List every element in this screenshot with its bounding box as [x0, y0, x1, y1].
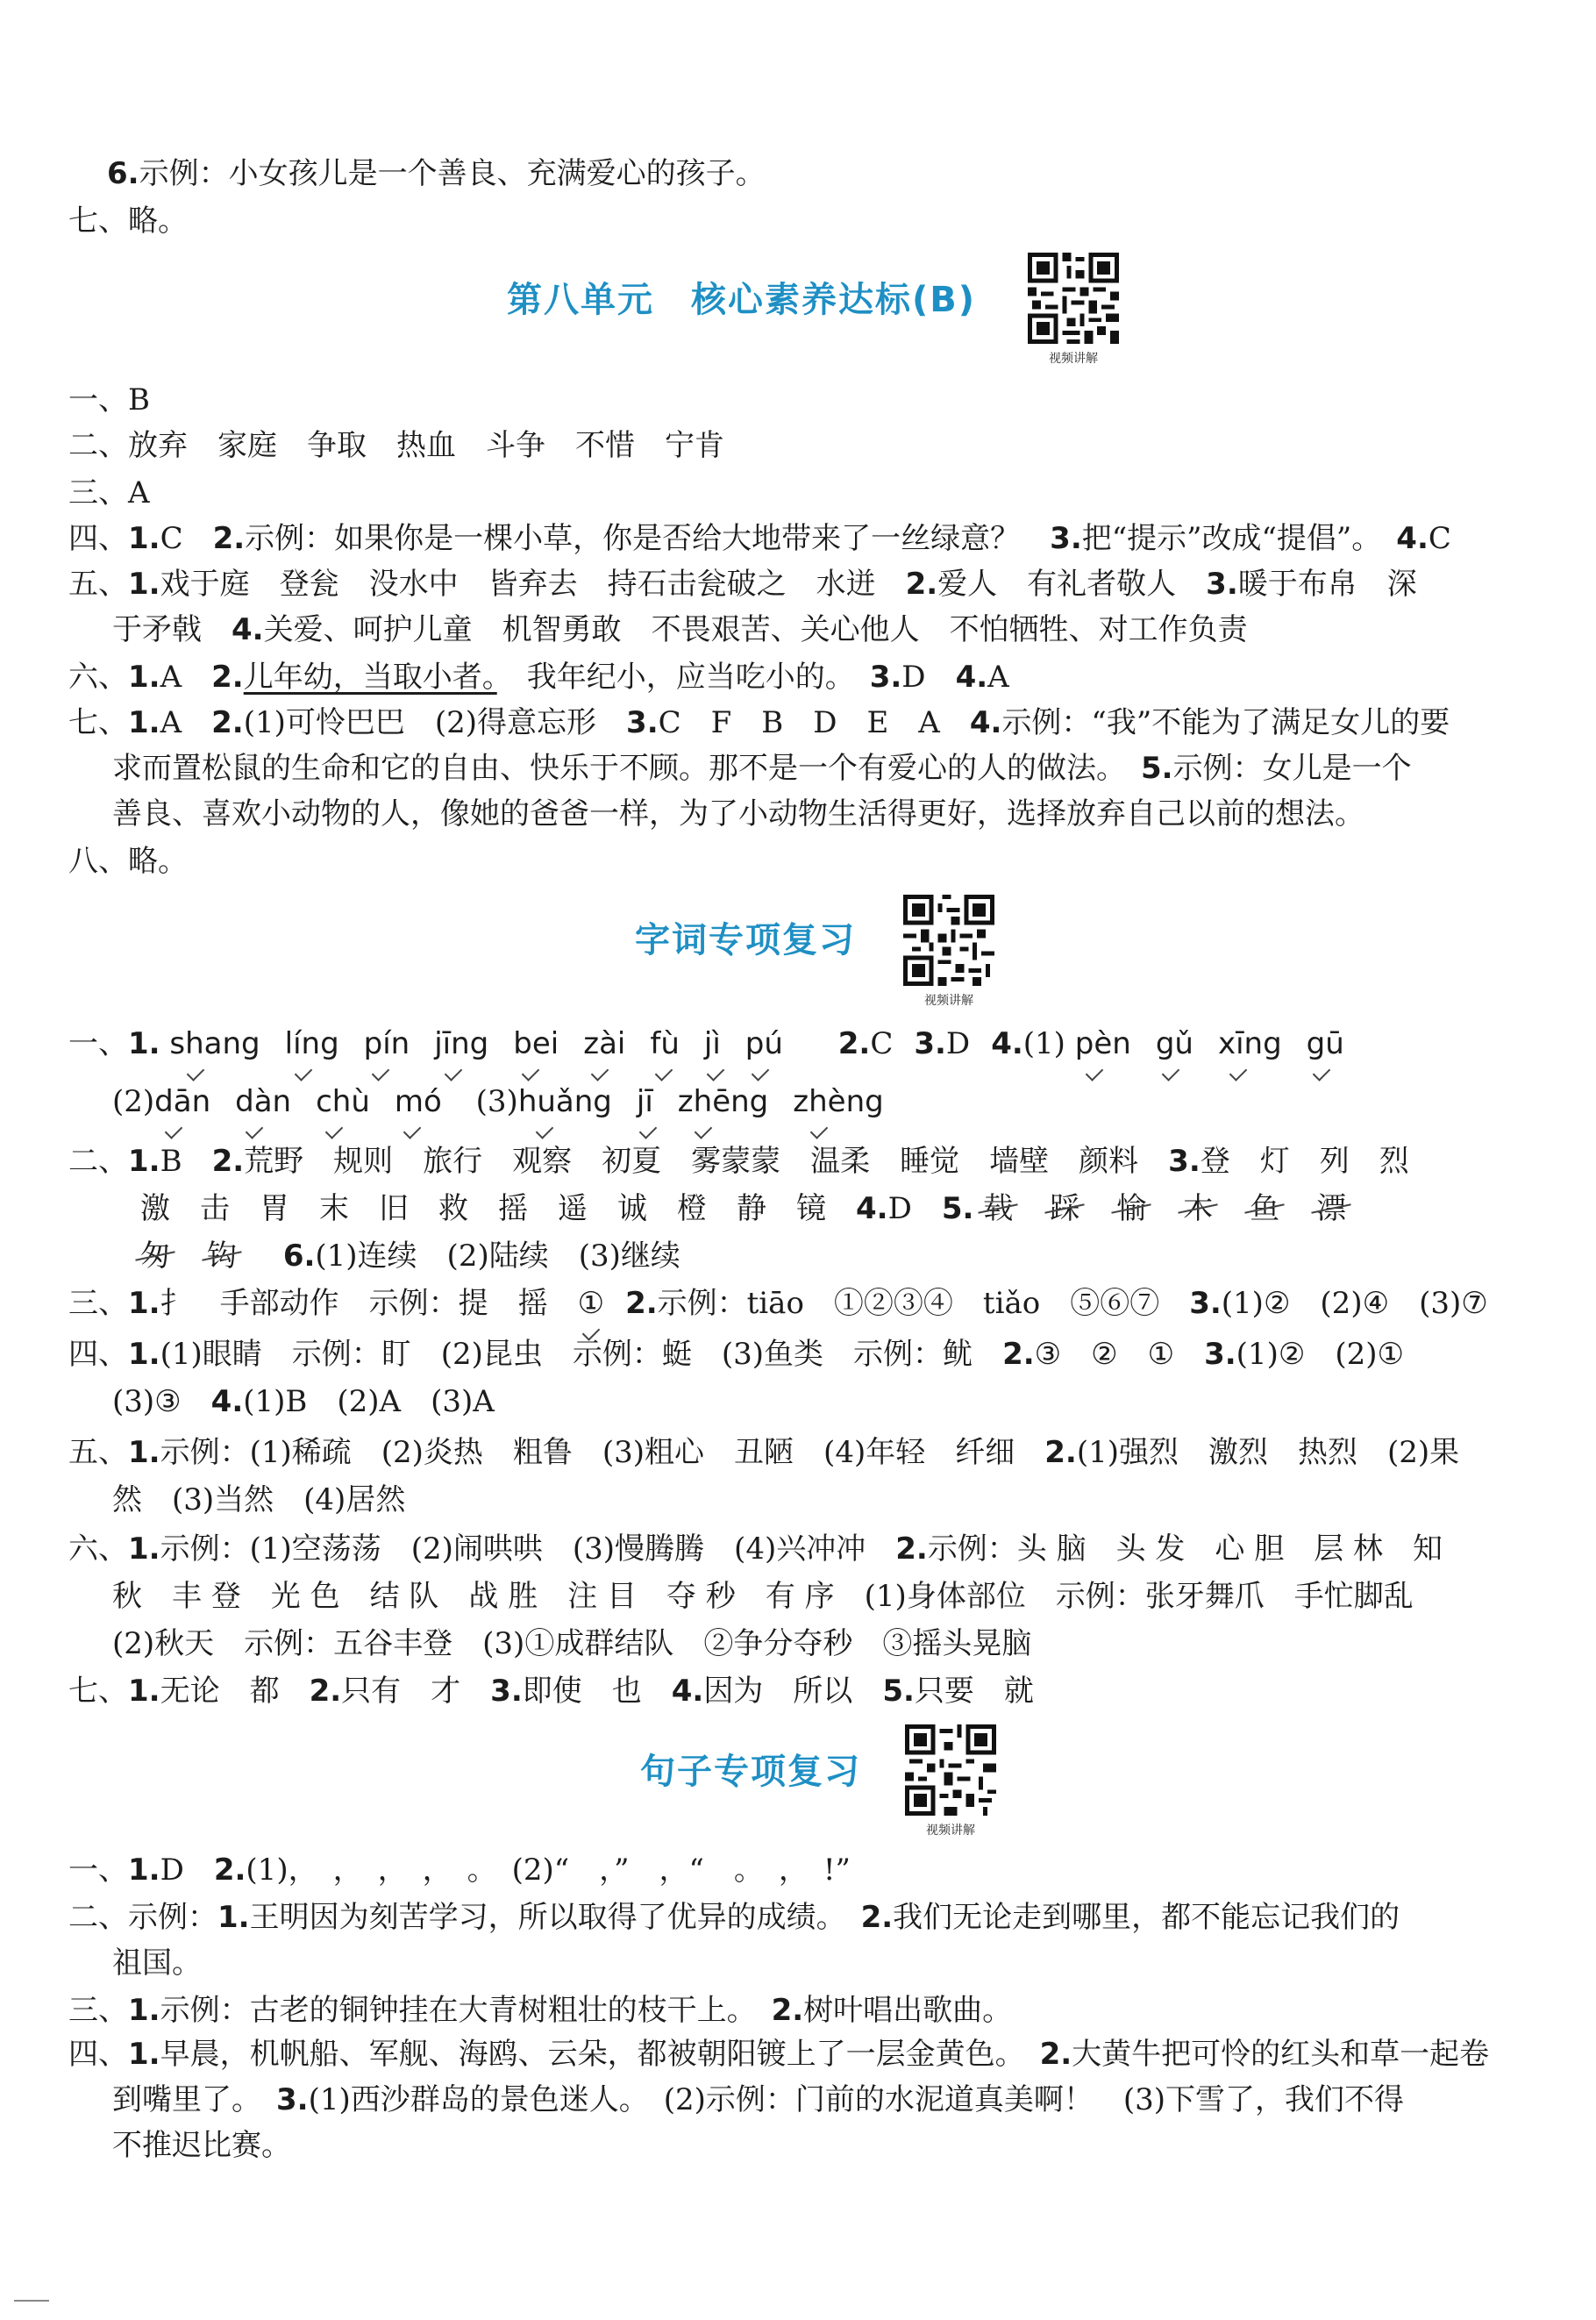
struck-character: 载	[983, 1188, 1013, 1230]
pinyin-syllable: mó	[395, 1081, 442, 1123]
answer-line: 四、1.(1)眼睛 示例：盯 (2)昆虫 示例：蜓 (3)鱼类 示例：鱿 2.③ ② ① 3.(1)② (2)①	[68, 1337, 1404, 1372]
margin-rule	[14, 2300, 49, 2302]
pinyin-syllable: dàn	[235, 1081, 291, 1123]
pinyin-syllable: jīng	[434, 1023, 488, 1065]
answer-line: 不推迟比赛。	[112, 2128, 291, 2163]
check-mark: ①	[578, 1282, 604, 1324]
pinyin-syllable: bei	[513, 1023, 559, 1065]
pinyin-syllable: huǎng	[518, 1081, 612, 1123]
answer-line: 善良、喜欢小动物的人，像她的爸爸一样，为了小动物生活得更好，选择放弃自己以前的想法。	[112, 796, 1364, 832]
answer-line: 五、1.示例：(1)稀疏 (2)炎热 粗鲁 (3)粗心 丑陋 (4)年轻 纤细 2.(1)强烈 激烈 热烈 (2)果	[68, 1435, 1460, 1470]
pinyin-syllable: pú	[745, 1023, 783, 1065]
qr-code-icon	[903, 895, 994, 986]
struck-character: 漂	[1316, 1188, 1346, 1230]
pinyin-syllable: chù	[316, 1081, 370, 1123]
strike-group	[983, 1191, 1383, 1226]
answer-line: 于矛戟 4.关爱、呵护儿童 机智勇敢 不畏艰苦、关心他人 不怕牺牲、对工作负责	[112, 612, 1248, 647]
answer-line: 匆 钩 6.(1)连续 (2)陆续 (3)继续	[140, 1235, 680, 1277]
answer-line: 一、1.D 2.(1)， ， ， ， 。 (2)“ ，” ，“ 。 ， !”	[68, 1852, 851, 1888]
answer-line: 五、1.戏于庭 登瓮 没水中 皆弃去 持石击瓮破之 水迸 2.爱人 有礼者敬人 3.暖于布帛 深	[68, 567, 1417, 602]
qr-code[interactable]	[905, 1724, 996, 1838]
struck-character: 钩	[207, 1235, 237, 1277]
qr-caption: 视频讲解	[926, 1824, 975, 1838]
pinyin-syllable: zài	[583, 1023, 625, 1065]
answer-line: 6.示例：小女孩儿是一个善良、充满爱心的孩子。	[107, 156, 766, 191]
qr-caption: 视频讲解	[1049, 352, 1098, 366]
qr-caption: 视频讲解	[924, 994, 973, 1008]
answer-line: 然 (3)当然 (4)居然	[112, 1482, 406, 1517]
qr-code-icon	[905, 1724, 996, 1816]
pinyin-syllable: pín	[364, 1023, 410, 1065]
answer-line: 祖国。	[112, 1945, 202, 1981]
answer-line: 七、1.无论 都 2.只有 才 3.即使 也 4.因为 所以 5.只要 就	[68, 1674, 1034, 1709]
pinyin-syllable: gū	[1307, 1023, 1344, 1065]
pinyin-syllable: dān	[154, 1081, 210, 1123]
answer-line: 二、1.B 2.荒野 规则 旅行 观察 初夏 雾蒙蒙 温柔 睡觉 墙壁 颜料 3.登 灯 列 烈	[68, 1144, 1409, 1179]
answer-line: 一、B	[68, 382, 150, 418]
answer-line: 四、1.C 2.示例：如果你是一棵小草，你是否给大地带来了一丝绿意？ 3.把“提示”改成“提倡”。 4.C	[68, 521, 1451, 556]
pinyin-syllable: gǔ	[1156, 1023, 1193, 1065]
qr-code[interactable]	[1028, 253, 1119, 367]
answer-line: 六、1.示例：(1)空荡荡 (2)闹哄哄 (3)慢腾腾 (4)兴冲冲 2.示例：头 脑 头 发 心 胆 层 林 知	[68, 1531, 1443, 1567]
answer-line: (3)③ 4.(1)B (2)A (3)A	[112, 1384, 495, 1419]
pinyin-syllable: jī	[637, 1081, 653, 1123]
pinyin-group	[1075, 1026, 1369, 1061]
pinyin-syllable: fù	[650, 1023, 680, 1065]
answer-line: 七、1.A 2.(1)可怜巴巴 (2)得意忘形 3.C F B D E A 4.示例：“我”不能为了满足女儿的要	[68, 705, 1450, 740]
pinyin-group	[518, 1084, 908, 1119]
struck-character: 鱼	[1250, 1188, 1279, 1230]
answer-line: (2)dān dàn chù mó (3)huǎng jī zhēng zhèng	[112, 1081, 908, 1123]
answer-line: 四、1.早晨，机帆船、军舰、海鸥、云朵，都被朝阳镀上了一层金黄色。 2.大黄牛把可怜的红头和草一起卷	[68, 2037, 1490, 2072]
answer-line: 六、1.A 2.儿年幼，当取小者。 我年纪小，应当吃小的。 3.D 4.A	[68, 660, 1009, 695]
answer-line: 求而置松鼠的生命和它的自由、快乐于不顾。那不是一个有爱心的人的做法。 5.示例：女儿是一个	[112, 751, 1412, 786]
pinyin-group	[154, 1084, 467, 1119]
pinyin-syllable: zhēng	[678, 1081, 768, 1123]
pinyin-syllable: xīng	[1218, 1023, 1282, 1065]
struck-character: 踩	[1050, 1188, 1079, 1230]
pinyin-syllable: líng	[285, 1023, 339, 1065]
answer-line: 八、略。	[68, 844, 188, 879]
answer-line: (2)秋天 示例：五谷丰登 (3)①成群结队 ②争分夺秒 ③摇头晃脑	[112, 1626, 1032, 1661]
pinyin-syllable: jì	[704, 1023, 721, 1065]
qr-code[interactable]	[903, 895, 994, 1009]
pinyin-syllable: pèn	[1075, 1023, 1131, 1065]
pinyin-syllable: zhèng	[793, 1081, 883, 1123]
struck-character: 木	[1183, 1188, 1213, 1230]
pinyin-group	[169, 1026, 808, 1061]
answer-line: 三、1.示例：古老的铜钟挂在大青树粗壮的枝干上。 2.树叶唱出歌曲。	[68, 1993, 1013, 2028]
section-heading: 字词专项复习	[635, 920, 856, 960]
answer-line: 一、1. shang líng pín jīng bei zài fù jì pú 2.C 3.D 4.(1) pèn gǔ xīng gū	[68, 1023, 1369, 1065]
pinyin-syllable: shang	[169, 1023, 260, 1065]
section-heading: 句子专项复习	[640, 1752, 861, 1792]
answer-line: 二、放弃 家庭 争取 热血 斗争 不惜 宁肯	[68, 428, 724, 463]
answer-line: 三、A	[68, 475, 150, 510]
answer-line: 激 击 胃 末 旧 救 摇 遥 诚 橙 静 镜 4.D 5. 载 踩 愉 木 鱼 漂	[140, 1188, 1383, 1230]
answer-line: 到嘴里了。 3.(1)西沙群岛的景色迷人。 (2)示例：门前的水泥道真美啊！ (3)下雪了，我们不得	[112, 2082, 1405, 2117]
answer-line: 三、1.扌 手部动作 示例：提 摇 ① 2.示例：tiāo ①②③④ tiǎo ⑤⑥⑦ 3.(1)② (2)④ (3)⑦	[68, 1282, 1488, 1324]
answer-line: 七、略。	[68, 203, 188, 239]
answer-line: 二、示例：1.王明因为刻苦学习，所以取得了优异的成绩。 2.我们无论走到哪里，都不能忘记我们的	[68, 1900, 1400, 1935]
struck-character: 匆	[140, 1235, 170, 1277]
qr-code-icon	[1028, 253, 1119, 344]
answer-line: 秋 丰 登 光 色 结 队 战 胜 注 目 夺 秒 有 序 (1)身体部位 示例：张牙舞爪 手忙脚乱	[112, 1579, 1414, 1614]
strike-group	[140, 1239, 274, 1274]
struck-character: 愉	[1116, 1188, 1146, 1230]
section-heading: 第八单元 核心素养达标(B)	[507, 280, 977, 320]
